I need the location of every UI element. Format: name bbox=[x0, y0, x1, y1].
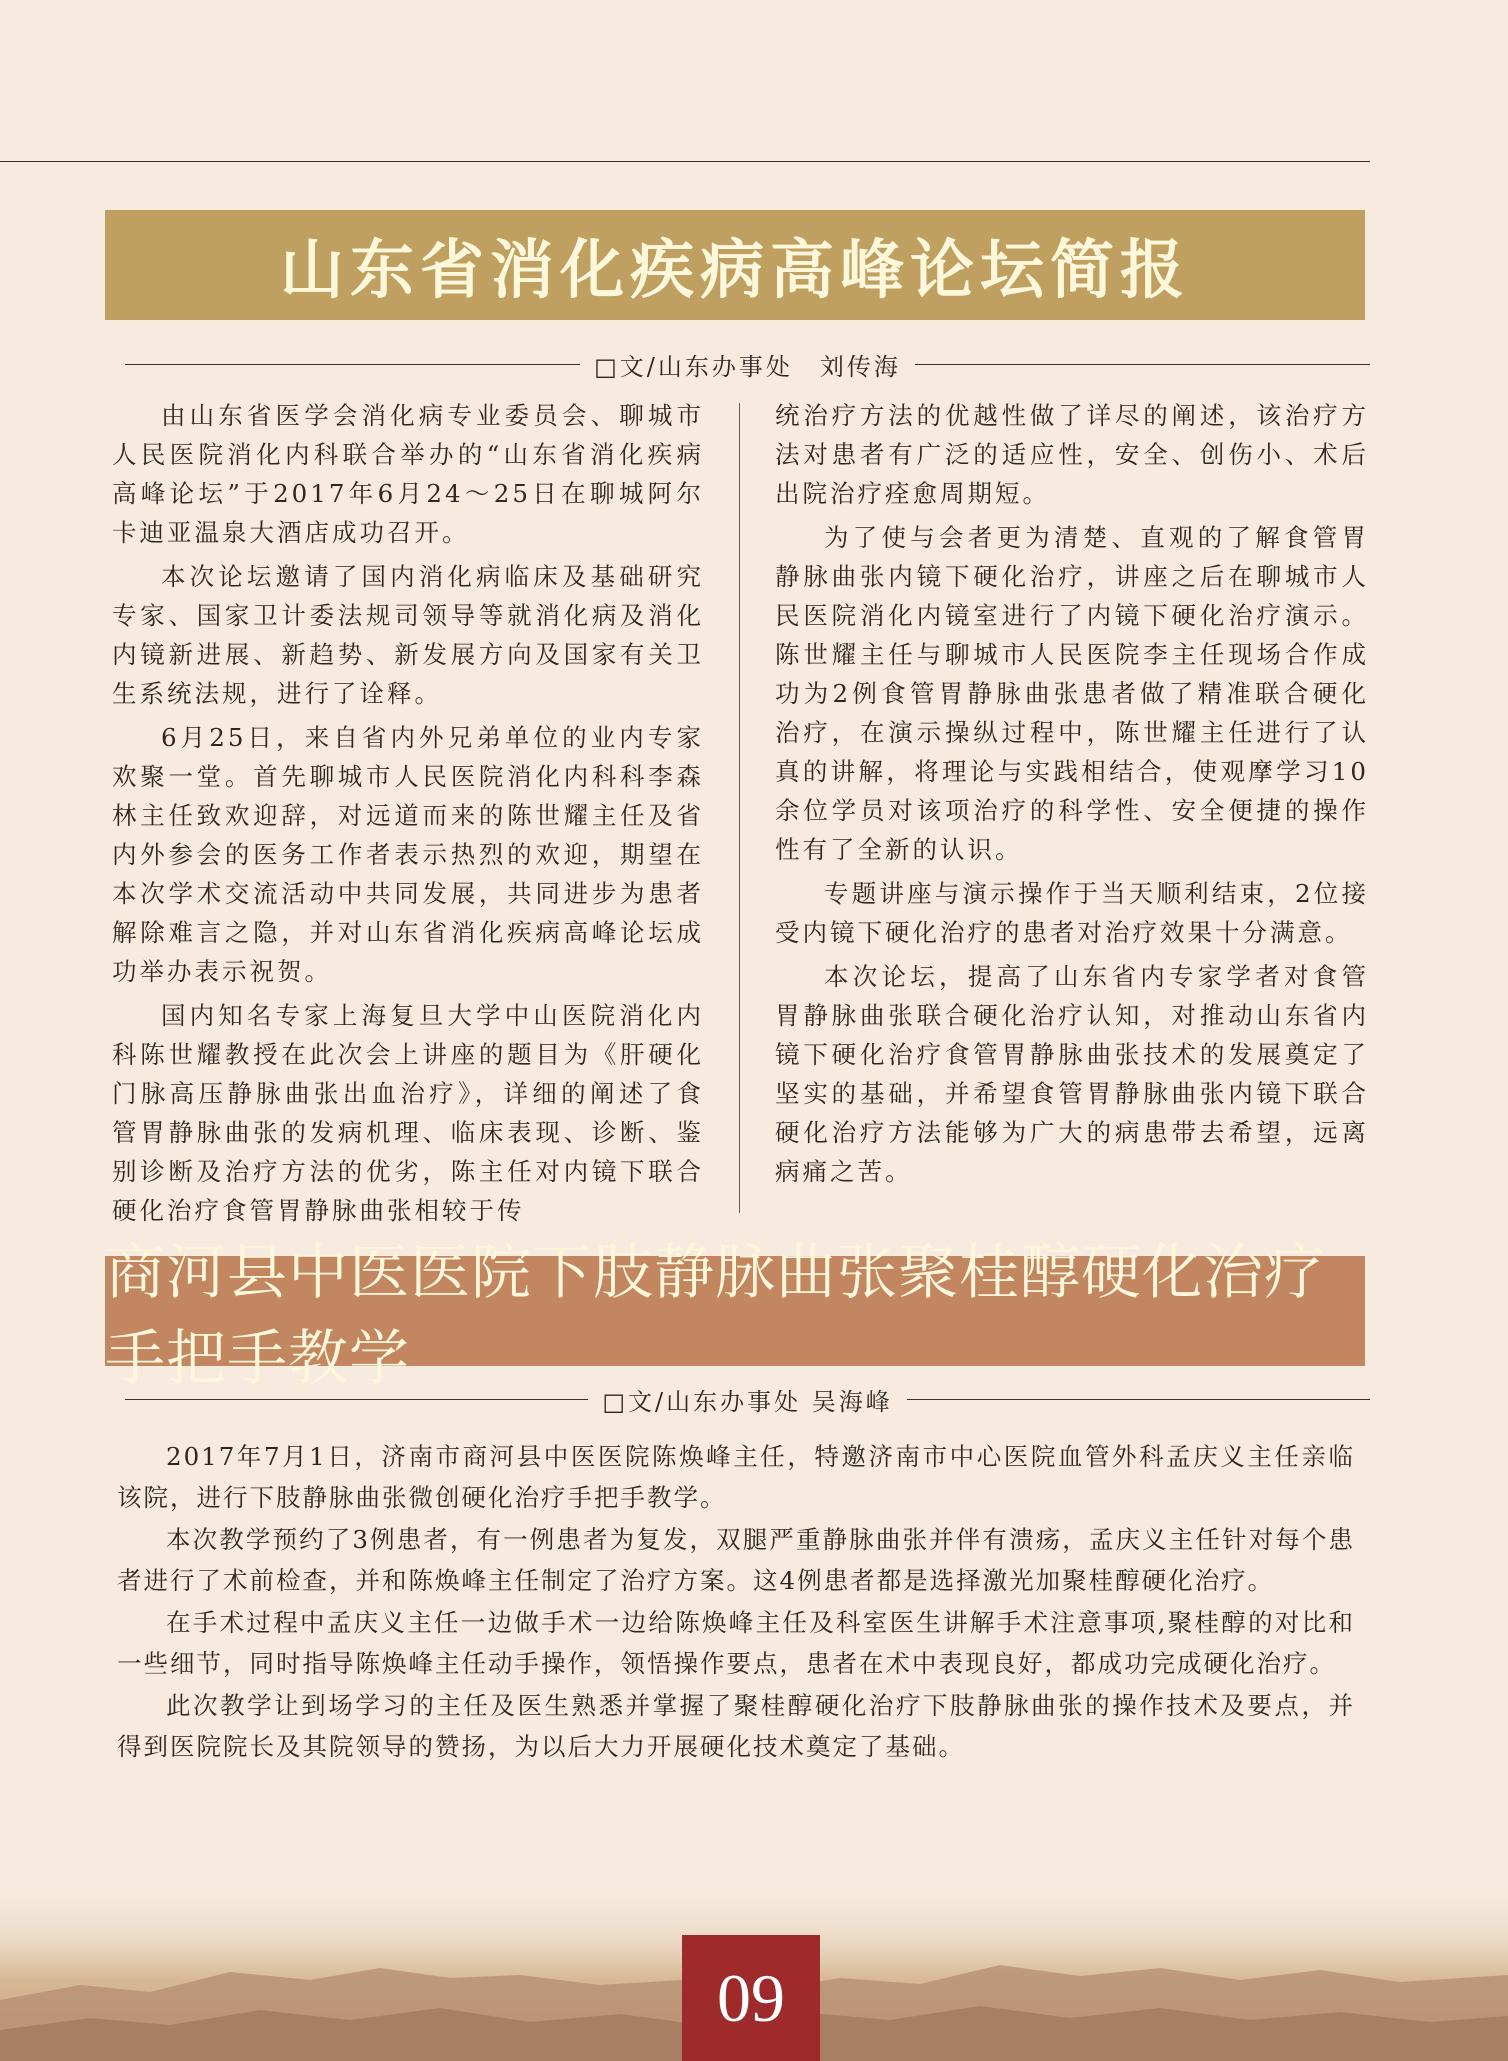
byline-rule-left bbox=[125, 1399, 588, 1400]
article2-paragraph: 本次教学预约了3例患者，有一例患者为复发，双腿严重静脉曲张并伴有溃疡，孟庆义主任针对每个患者进行了术前检查，并和陈焕峰主任制定了治疗方案。这4例患者都是选择激光加聚桂醇硬化治疗。 bbox=[117, 1525, 1355, 1595]
article1-paragraph: 由山东省医学会消化病专业委员会、聊城市人民医院消化内科联合举办的“山东省消化疾病高峰论坛”于2017年6月24～25日在聊城阿尔卡迪亚温泉大酒店成功召开。 bbox=[112, 401, 704, 547]
article2-byline bbox=[125, 1379, 1370, 1419]
article2-paragraph: 此次教学让到场学习的主任及医生熟悉并掌握了聚桂醇硬化治疗下肢静脉曲张的操作技术及要点，并得到医院院长及其院领导的赞扬，为以后大力开展硬化技术奠定了基础。 bbox=[117, 1691, 1355, 1761]
byline-rule-right bbox=[907, 1399, 1370, 1400]
article2-paragraph: 在手术过程中孟庆义主任一边做手术一边给陈焕峰主任及科室医生讲解手术注意事项,聚桂醇的对比和一些细节，同时指导陈焕峰主任动手操作，领悟操作要点，患者在术中表现良好，都成功完成硬化治疗。 bbox=[117, 1608, 1355, 1678]
page-number-box bbox=[682, 1935, 820, 2061]
article1-paragraph: 本次论坛，提高了山东省内专家学者对食管胃静脉曲张联合硬化治疗认知，对推动山东省内镜下硬化治疗食管胃静脉曲张技术的发展奠定了坚实的基础，并希望食管胃静脉曲张内镜下联合硬化治疗方法能够为广大的病患带去希望，远离病痛之苦。 bbox=[775, 962, 1369, 1186]
article1-paragraph: 6月25日，来自省内外兄弟单位的业内专家欢聚一堂。首先聊城市人民医院消化内科科李森林主任致欢迎辞，对远道而来的陈世耀主任及省内外参会的医务工作者表示热烈的欢迎，期望在本次学术交流活动中共同发展，共同进步为患者解除难言之隐，并对山东省消化疾病高峰论坛成功举办表示祝贺。 bbox=[112, 723, 704, 986]
article1-byline-text: □文/山东办事处 刘传海 bbox=[594, 352, 901, 381]
byline-rule-left bbox=[125, 364, 580, 365]
article1-left-column bbox=[112, 396, 704, 1235]
article1-paragraph: 统治疗方法的优越性做了详尽的阐述，该治疗方法对患者有广泛的适应性，安全、创伤小、术后出院治疗痊愈周期短。 bbox=[775, 401, 1369, 508]
article1-paragraph: 国内知名专家上海复旦大学中山医院消化内科陈世耀教授在此次会上讲座的题目为《肝硬化门脉高压静脉曲张出血治疗》，详细的阐述了食管胃静脉曲张的发病机理、临床表现、诊断、鉴别诊断及治疗方法的优劣，陈主任对内镜下联合硬化治疗食管胃静脉曲张相较于传 bbox=[112, 1001, 704, 1225]
article1-paragraph: 专题讲座与演示操作于当天顺利结束，2位接受内镜下硬化治疗的患者对治疗效果十分满意。 bbox=[775, 879, 1369, 947]
column-divider bbox=[739, 403, 740, 1213]
article1-title-banner bbox=[105, 210, 1365, 320]
article1-title: 山东省消化疾病高峰论坛简报 bbox=[280, 234, 1190, 308]
article1-byline bbox=[125, 344, 1370, 384]
byline-rule-right bbox=[915, 364, 1370, 365]
top-rule bbox=[0, 161, 1370, 162]
article2-byline-text: □文/山东办事处 吴海峰 bbox=[602, 1387, 893, 1416]
article2-body bbox=[117, 1436, 1355, 1768]
page-number: 09 bbox=[717, 1959, 785, 2036]
article1-right-column bbox=[775, 396, 1369, 1196]
article1-paragraph: 本次论坛邀请了国内消化病临床及基础研究专家、国家卫计委法规司领导等就消化病及消化内镜新进展、新趋势、新发展方向及国家有关卫生系统法规，进行了诠释。 bbox=[112, 562, 704, 708]
article2-title: 商河县中医医院下肢静脉曲张聚桂醇硬化治疗手把手教学 bbox=[105, 1238, 1325, 1394]
article2-title-banner bbox=[105, 1238, 1365, 1394]
article1-paragraph: 为了使与会者更为清楚、直观的了解食管胃静脉曲张内镜下硬化治疗，讲座之后在聊城市人民医院消化内镜室进行了内镜下硬化治疗演示。陈世耀主任与聊城市人民医院李主任现场合作成功为2例食管胃静脉曲张患者做了精准联合硬化治疗，在演示操纵过程中，陈世耀主任进行了认真的讲解，将理论与实践相结合，使观摩学习10余位学员对该项治疗的科学性、安全便捷的操作性有了全新的认识。 bbox=[775, 523, 1369, 864]
article2-paragraph: 2017年7月1日，济南市商河县中医医院陈焕峰主任，特邀济南市中心医院血管外科孟庆义主任亲临该院，进行下肢静脉曲张微创硬化治疗手把手教学。 bbox=[117, 1442, 1355, 1512]
